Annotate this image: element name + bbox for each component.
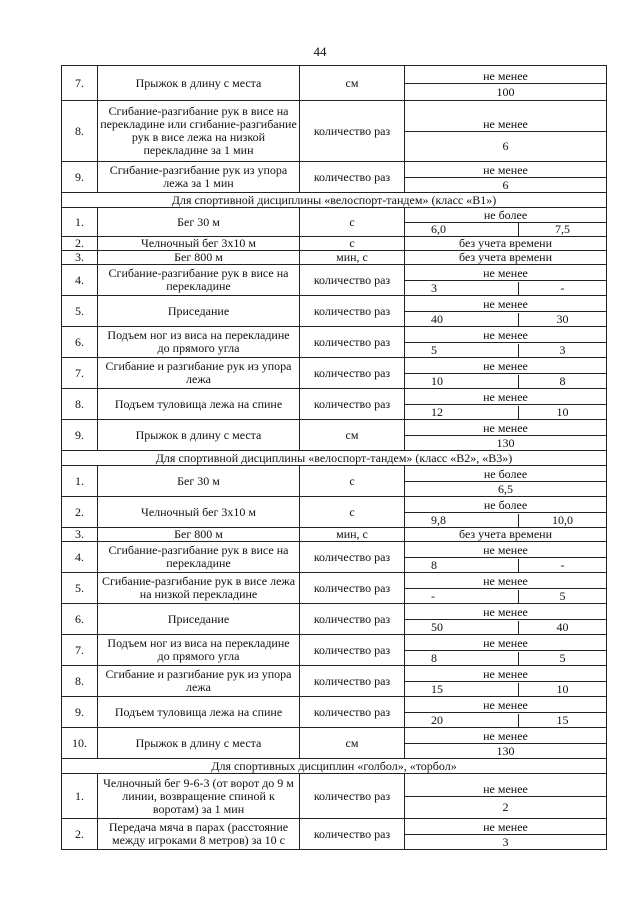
- norm-cell: [405, 635, 607, 666]
- table-row: [62, 296, 607, 327]
- norm-condition: не менее: [405, 101, 606, 132]
- norm-cell: [405, 327, 607, 358]
- table-row: [62, 666, 607, 697]
- norm-value: 6: [502, 139, 509, 153]
- norm-cell: [405, 162, 607, 193]
- row-number: 8.: [62, 666, 98, 697]
- norm-value-female: 40: [518, 621, 606, 634]
- norm-value-female: 30: [518, 313, 606, 326]
- table-row: [62, 237, 607, 251]
- unit: количество раз: [300, 265, 405, 296]
- norm-value-female: 5: [518, 652, 606, 665]
- table-row: [62, 542, 607, 573]
- norm-condition: не менее: [405, 420, 606, 436]
- exercise-name: Подъем туловища лежа на спине: [98, 389, 300, 420]
- exercise-name: Бег 800 м: [98, 528, 300, 542]
- row-number: 8.: [62, 101, 98, 162]
- norm-condition: не менее: [405, 162, 606, 178]
- row-number: 2.: [62, 819, 98, 850]
- norm-cell: [405, 296, 607, 327]
- exercise-name: Бег 800 м: [98, 251, 300, 265]
- norm-value-male: 12: [431, 404, 443, 419]
- standards-table: [61, 65, 607, 850]
- norm-value: 2: [502, 800, 509, 814]
- table-row: [62, 66, 607, 101]
- row-number: 1.: [62, 208, 98, 237]
- norm-value-male: 3: [431, 280, 437, 295]
- norm-value-male: 8: [431, 557, 437, 572]
- exercise-name: Прыжок в длину с места: [98, 66, 300, 101]
- norm-value: 100: [496, 84, 515, 99]
- norm-value-female: 7,5: [518, 223, 606, 236]
- row-number: 8.: [62, 389, 98, 420]
- norm-cell: [405, 604, 607, 635]
- norm-value: 130: [496, 435, 515, 450]
- norm-value-male: 40: [431, 311, 443, 326]
- exercise-name: Сгибание и разгибание рук из упора лежа: [98, 358, 300, 389]
- exercise-name: Челночный бег 3х10 м: [98, 237, 300, 251]
- norm-value: 6: [502, 177, 509, 192]
- norm-value: 130: [496, 743, 515, 758]
- table-row: [62, 251, 607, 265]
- unit: количество раз: [300, 296, 405, 327]
- row-number: 7.: [62, 635, 98, 666]
- norm-value: без учета времени: [405, 237, 607, 251]
- unit: количество раз: [300, 774, 405, 819]
- unit: см: [300, 420, 405, 451]
- norm-cell: [405, 573, 607, 604]
- unit: количество раз: [300, 573, 405, 604]
- norm-condition: не менее: [405, 697, 606, 713]
- norm-value: без учета времени: [405, 528, 607, 542]
- exercise-name: Челночный бег 3х10 м: [98, 497, 300, 528]
- row-number: 9.: [62, 162, 98, 193]
- row-number: 4.: [62, 265, 98, 296]
- unit: см: [300, 66, 405, 101]
- table-row: [62, 327, 607, 358]
- exercise-name: Приседание: [98, 604, 300, 635]
- norm-value-male: 6,0: [431, 222, 446, 236]
- section-header: Для спортивной дисциплины «велоспорт-тандем» (класс «В1»): [62, 193, 607, 208]
- norm-cell: [405, 101, 607, 162]
- exercise-name: Подъем туловища лежа на спине: [98, 697, 300, 728]
- row-number: 10.: [62, 728, 98, 759]
- unit: количество раз: [300, 327, 405, 358]
- norm-condition: не менее: [405, 774, 606, 797]
- page-number: 44: [313, 44, 327, 59]
- table-row: [62, 497, 607, 528]
- exercise-name: Передача мяча в парах (расстояние между игроками 8 метров) за 10 с: [98, 819, 300, 850]
- unit: количество раз: [300, 542, 405, 573]
- row-number: 9.: [62, 697, 98, 728]
- norm-condition: не менее: [405, 819, 606, 835]
- norm-value-male: 9,8: [431, 512, 446, 527]
- table-row: [62, 728, 607, 759]
- section-header-row: [62, 193, 607, 208]
- norm-value-female: 3: [518, 344, 606, 357]
- table-row: [62, 573, 607, 604]
- table-row: [62, 389, 607, 420]
- norm-value-female: 8: [518, 375, 606, 388]
- unit: количество раз: [300, 358, 405, 389]
- norm-value-male: 15: [431, 681, 443, 696]
- norm-cell: [405, 466, 607, 497]
- row-number: 9.: [62, 420, 98, 451]
- norm-value: 3: [502, 834, 509, 849]
- exercise-name: Прыжок в длину с места: [98, 420, 300, 451]
- section-header-row: [62, 451, 607, 466]
- unit: количество раз: [300, 635, 405, 666]
- norm-value: 6,5: [498, 481, 513, 496]
- unit: количество раз: [300, 162, 405, 193]
- unit: мин, с: [300, 251, 405, 265]
- unit: количество раз: [300, 666, 405, 697]
- norm-cell: [405, 420, 607, 451]
- unit: количество раз: [300, 819, 405, 850]
- row-number: 6.: [62, 327, 98, 358]
- unit: количество раз: [300, 101, 405, 162]
- norm-value-female: -: [518, 559, 606, 572]
- exercise-name: Подъем ног из виса на перекладине до прямого угла: [98, 327, 300, 358]
- norm-condition: не менее: [405, 573, 606, 589]
- norm-value-male: 5: [431, 342, 437, 357]
- norm-value-female: 5: [518, 590, 606, 603]
- exercise-name: Сгибание-разгибание рук в висе лежа на низкой перекладине: [98, 573, 300, 604]
- norm-condition: не менее: [405, 542, 606, 558]
- norm-cell: [405, 389, 607, 420]
- row-number: 2.: [62, 237, 98, 251]
- exercise-name: Сгибание-разгибание рук в висе на перекладине или сгибание-разгибание рук в висе лежа на низкой перекладине за 1 мин: [98, 101, 300, 162]
- exercise-name: Сгибание-разгибание рук в висе на перекладине: [98, 542, 300, 573]
- exercise-name: Приседание: [98, 296, 300, 327]
- unit: см: [300, 728, 405, 759]
- row-number: 2.: [62, 497, 98, 528]
- table-row: [62, 420, 607, 451]
- norm-value: без учета времени: [405, 251, 607, 265]
- exercise-name: Бег 30 м: [98, 466, 300, 497]
- table-row: [62, 466, 607, 497]
- norm-value-male: 8: [431, 650, 437, 665]
- exercise-name: Сгибание-разгибание рук в висе на перекладине: [98, 265, 300, 296]
- unit: количество раз: [300, 604, 405, 635]
- norm-cell: [405, 697, 607, 728]
- norm-cell: [405, 265, 607, 296]
- section-header: Для спортивных дисциплин «голбол», «торбол»: [62, 759, 607, 774]
- exercise-name: Прыжок в длину с места: [98, 728, 300, 759]
- norm-condition: не более: [405, 497, 606, 513]
- table-row: [62, 697, 607, 728]
- norm-condition: не менее: [405, 327, 606, 343]
- table-row: [62, 101, 607, 162]
- norm-condition: не менее: [405, 604, 606, 620]
- table-row: [62, 774, 607, 819]
- norm-cell: [405, 208, 607, 237]
- exercise-name: Челночный бег 9-6-3 (от ворот до 9 м линии, возвращение спиной к воротам) за 1 мин: [98, 774, 300, 819]
- exercise-name: Сгибание и разгибание рук из упора лежа: [98, 666, 300, 697]
- row-number: 5.: [62, 296, 98, 327]
- unit: с: [300, 466, 405, 497]
- section-header: Для спортивной дисциплины «велоспорт-тандем» (класс «В2», «В3»): [62, 451, 607, 466]
- exercise-name: Бег 30 м: [98, 208, 300, 237]
- unit: количество раз: [300, 389, 405, 420]
- section-header-row: [62, 759, 607, 774]
- table-row: [62, 819, 607, 850]
- norm-value-male: 20: [431, 712, 443, 727]
- exercise-name: Подъем ног из виса на перекладине до прямого угла: [98, 635, 300, 666]
- table-row: [62, 604, 607, 635]
- norm-condition: не менее: [405, 666, 606, 682]
- norm-value-female: 10: [518, 406, 606, 419]
- row-number: 7.: [62, 66, 98, 101]
- row-number: 5.: [62, 573, 98, 604]
- norm-value-male: 10: [431, 373, 443, 388]
- row-number: 4.: [62, 542, 98, 573]
- norm-condition: не менее: [405, 358, 606, 374]
- norm-value-male: 50: [431, 619, 443, 634]
- row-number: 1.: [62, 774, 98, 819]
- norm-value-female: 15: [518, 714, 606, 727]
- row-number: 1.: [62, 466, 98, 497]
- unit: количество раз: [300, 697, 405, 728]
- row-number: 3.: [62, 251, 98, 265]
- row-number: 6.: [62, 604, 98, 635]
- norm-value-female: 10,0: [518, 514, 606, 527]
- unit: с: [300, 497, 405, 528]
- norm-cell: [405, 774, 607, 819]
- table-row: [62, 528, 607, 542]
- norm-condition: не более: [405, 208, 606, 223]
- row-number: 7.: [62, 358, 98, 389]
- table-row: [62, 265, 607, 296]
- norm-condition: не менее: [405, 389, 606, 405]
- norm-cell: [405, 358, 607, 389]
- norm-condition: не менее: [405, 66, 606, 84]
- unit: с: [300, 208, 405, 237]
- norm-cell: [405, 497, 607, 528]
- norm-condition: не менее: [405, 635, 606, 651]
- norm-condition: не более: [405, 466, 606, 482]
- norm-cell: [405, 819, 607, 850]
- norm-cell: [405, 542, 607, 573]
- norm-condition: не менее: [405, 296, 606, 312]
- exercise-name: Сгибание-разгибание рук из упора лежа за 1 мин: [98, 162, 300, 193]
- unit: мин, с: [300, 528, 405, 542]
- table-row: [62, 358, 607, 389]
- table-row: [62, 162, 607, 193]
- norm-value-female: -: [518, 282, 606, 295]
- norm-cell: [405, 66, 607, 101]
- norm-condition: не менее: [405, 265, 606, 281]
- norm-cell: [405, 666, 607, 697]
- table-row: [62, 208, 607, 237]
- table-row: [62, 635, 607, 666]
- norm-value-male: -: [431, 588, 435, 603]
- norm-value-female: 10: [518, 683, 606, 696]
- norm-cell: [405, 728, 607, 759]
- row-number: 3.: [62, 528, 98, 542]
- unit: с: [300, 237, 405, 251]
- norm-condition: не менее: [405, 728, 606, 744]
